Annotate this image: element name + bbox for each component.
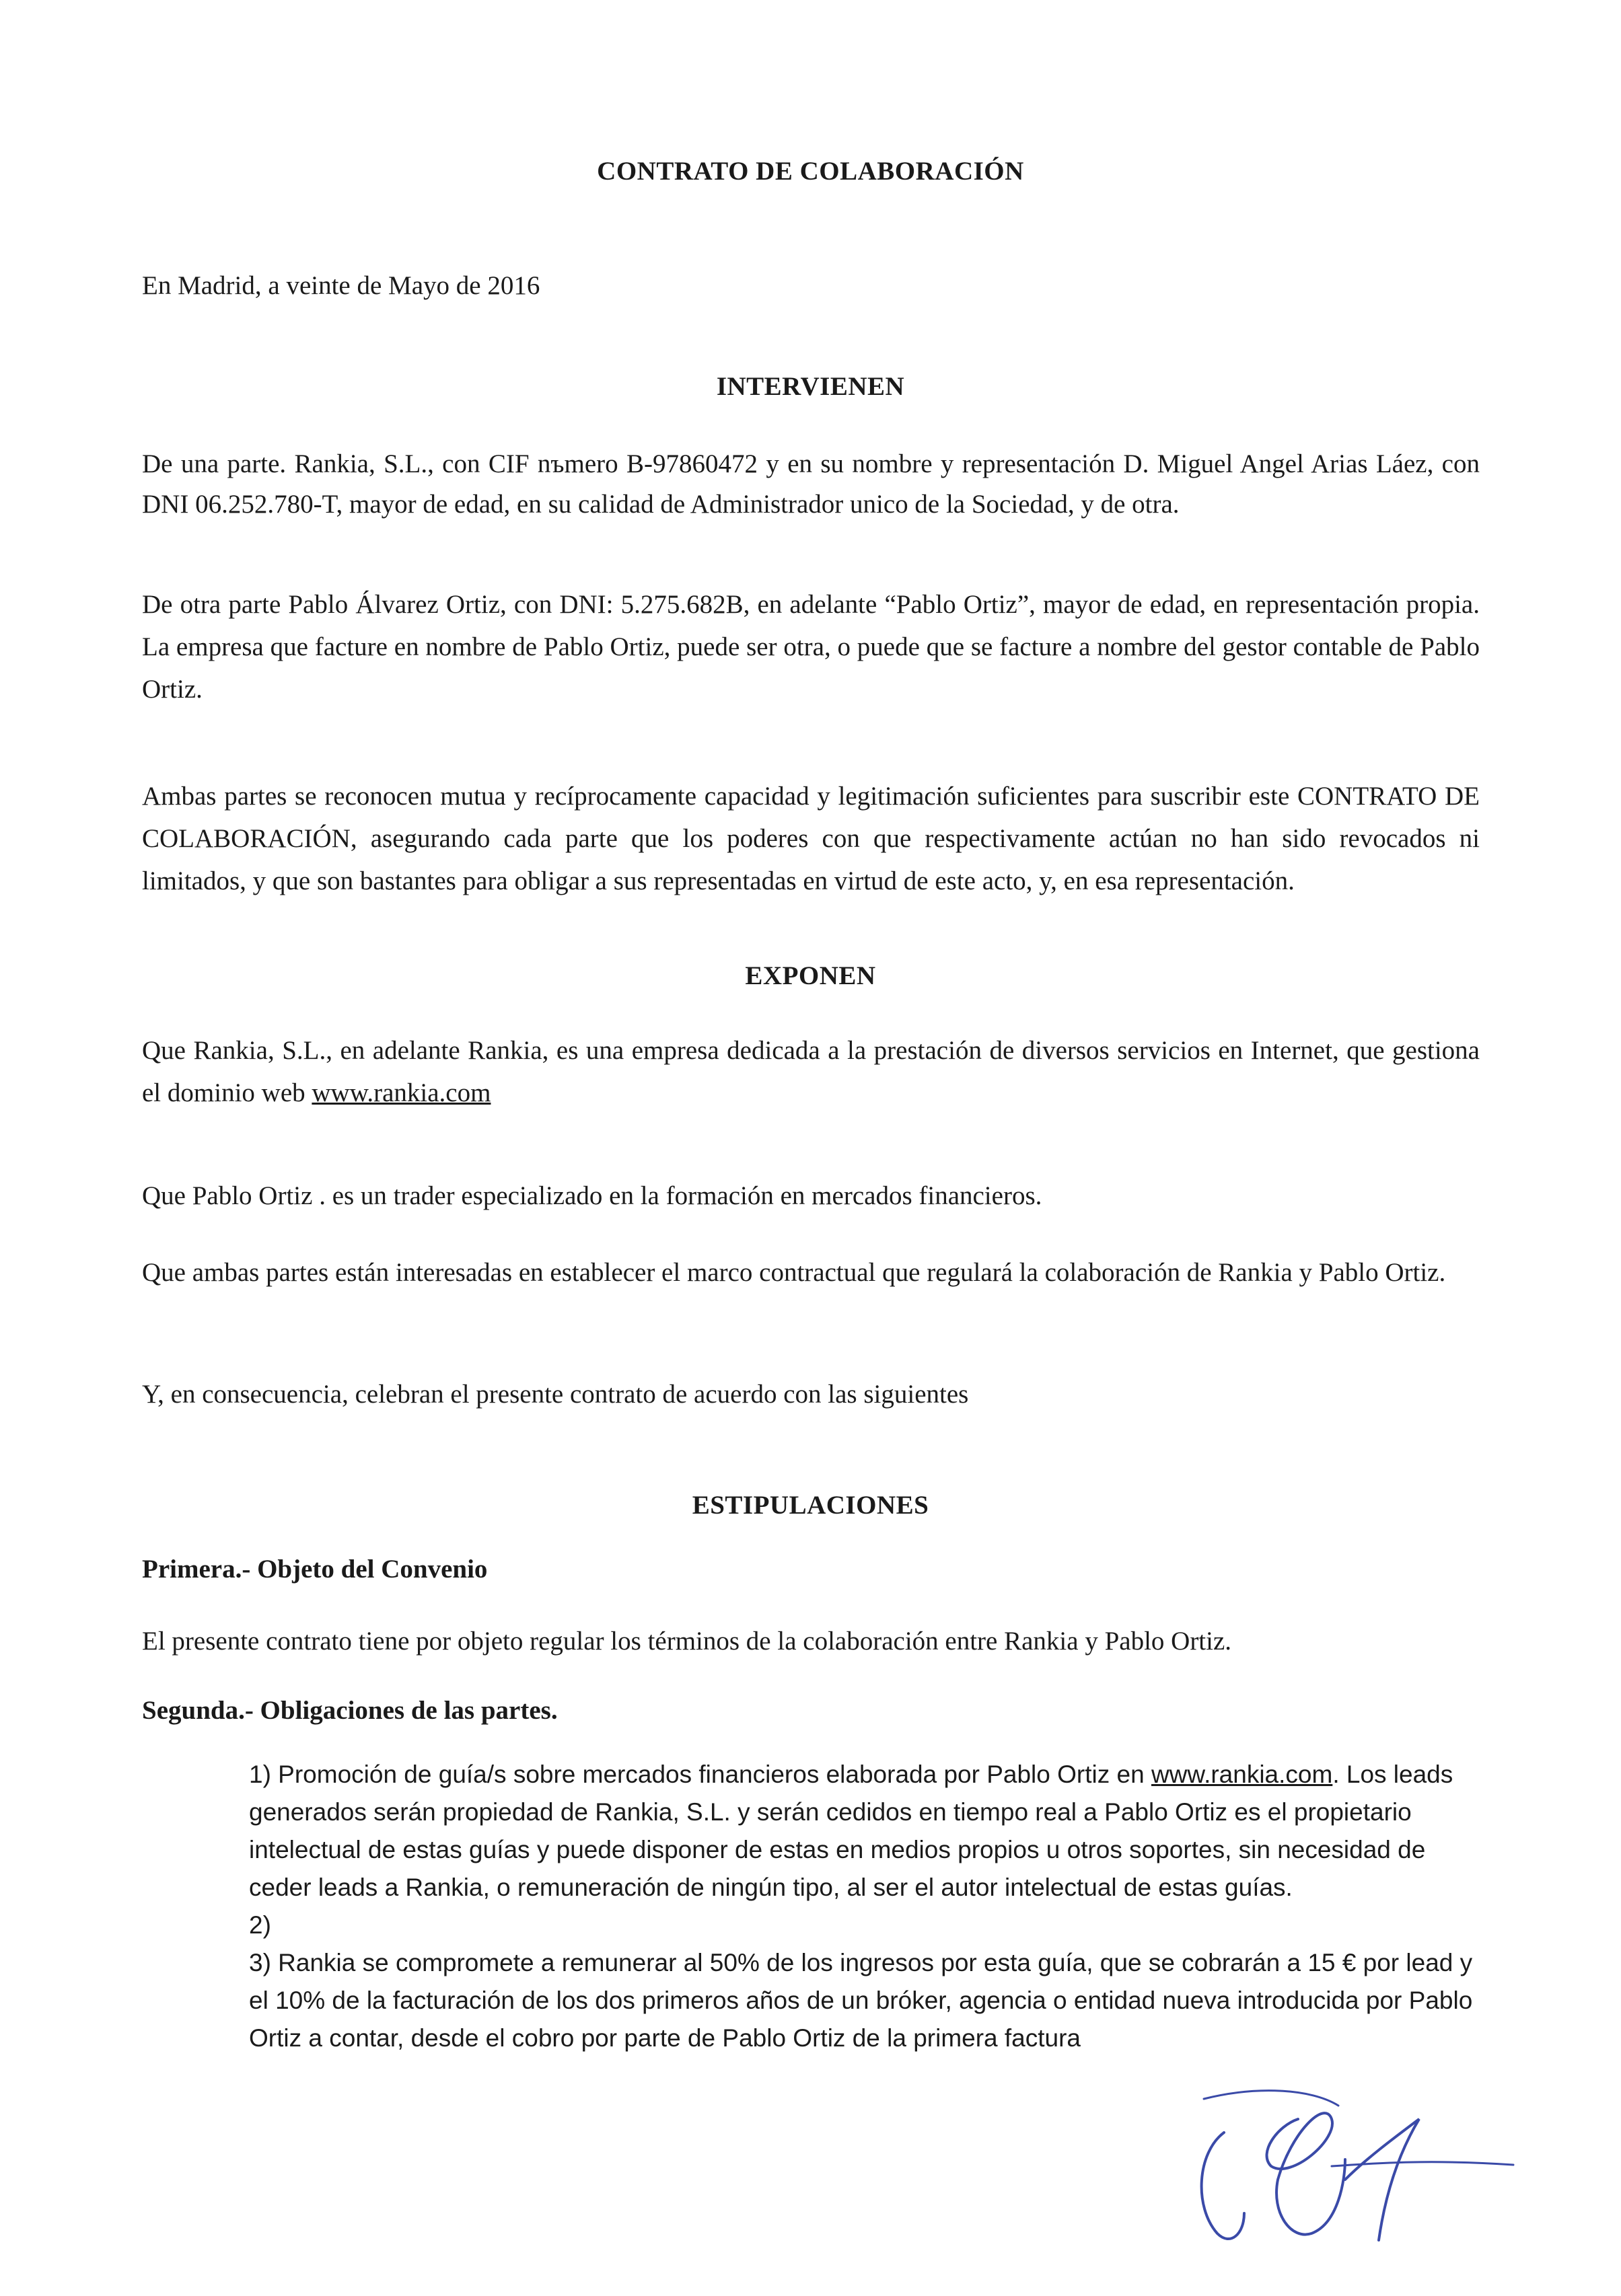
obligation-item-1: 1) Promoción de guía/s sobre mercados financieros elaborada por Pablo Ortiz en www.rankia.com. Los leads generados serán propiedad de Rankia, S.L. y serán cedidos en tiempo real a Pablo Ortiz es el propietario intelectual de estas guías y puede disponer de estas en medios propios u otros soportes, sin necesidad de ceder leads a Rankia, o remuneración de ningún tipo, al ser el autor intelectual de estas guías. (249, 1761, 1453, 1901)
primera-text: El presente contrato tiene por objeto regular los términos de la colaboración entre Rankia y Pablo Ortiz. (142, 1627, 1232, 1656)
segunda-title: Segunda.- Obligaciones de las partes. (142, 1696, 558, 1725)
capacity-paragraph: Ambas partes se reconocen mutua y recíprocamente capacidad y legitimación suficientes para suscribir este CONTRATO DE COLABORACIÓN, asegurando cada parte que los poderes con que respectivamente actúan no han sido revocados ni limitados, y que son bastantes para obligar a sus representadas en virtud de este acto, y, en esa representación. (142, 782, 1480, 895)
exponen-paragraph-4: Y, en consecuencia, celebran el presente contrato de acuerdo con las siguientes (142, 1380, 969, 1409)
estipulaciones-heading: ESTIPULACIONES (692, 1491, 929, 1520)
exponen-paragraph-2: Que Pablo Ortiz . es un trader especializado en la formación en mercados financieros. (142, 1181, 1042, 1210)
obligation-item-2: 2) (249, 1911, 271, 1939)
party-two-paragraph: De otra parte Pablo Álvarez Ortiz, con DNI: 5.275.682B, en adelante “Pablo Ortiz”, mayor de edad, en representación propia. La empresa que facture en nombre de Pablo Ortiz, puede ser otra, o puede que se facture a nombre del gestor contable de Pablo Ortiz. (142, 590, 1480, 704)
exponen-paragraph-3: Que ambas partes están interesadas en establecer el marco contractual que regulará la colaboración de Rankia y Pablo Ortiz. (142, 1258, 1446, 1287)
party-one-paragraph: De una parte. Rankia, S.L., con CIF nъmero B-97860472 y en su nombre y representación D. Miguel Angel Arias Láez, con DNI 06.252.780-T, mayor de edad, en su calidad de Administrador unico de la Sociedad, y de otra. (142, 449, 1480, 519)
document-title: CONTRATO DE COLABORACIÓN (597, 157, 1024, 186)
exponen-paragraph-1 (142, 1029, 1480, 1114)
exponen-p1-text: Que Rankia, S.L., en adelante Rankia, es una empresa dedicada a la prestación de diversos servicios en Internet, que gestiona el dominio web (142, 1036, 1480, 1107)
signature-mark (1177, 2079, 1527, 2281)
intervienen-heading: INTERVIENEN (716, 372, 905, 401)
place-date: En Madrid, a veinte de Mayo de 2016 (142, 271, 540, 300)
obligation-item-3: 3) Rankia se compromete a remunerar al 50% de los ingresos por esta guía, que se cobrarán a 15 € por lead y el 10% de la facturación de los dos primeros años de un bróker, agencia o entidad nueva introducida por Pablo Ortiz a contar, desde el cobro por parte de Pablo Ortiz de la primera factura (249, 1949, 1473, 2052)
rankia-link-2[interactable]: www.rankia.com (1151, 1761, 1333, 1788)
obligations-list (249, 1756, 1480, 2057)
primera-title: Primera.- Objeto del Convenio (142, 1555, 488, 1584)
exponen-heading: EXPONEN (745, 961, 876, 990)
rankia-link[interactable]: www.rankia.com (312, 1078, 491, 1107)
